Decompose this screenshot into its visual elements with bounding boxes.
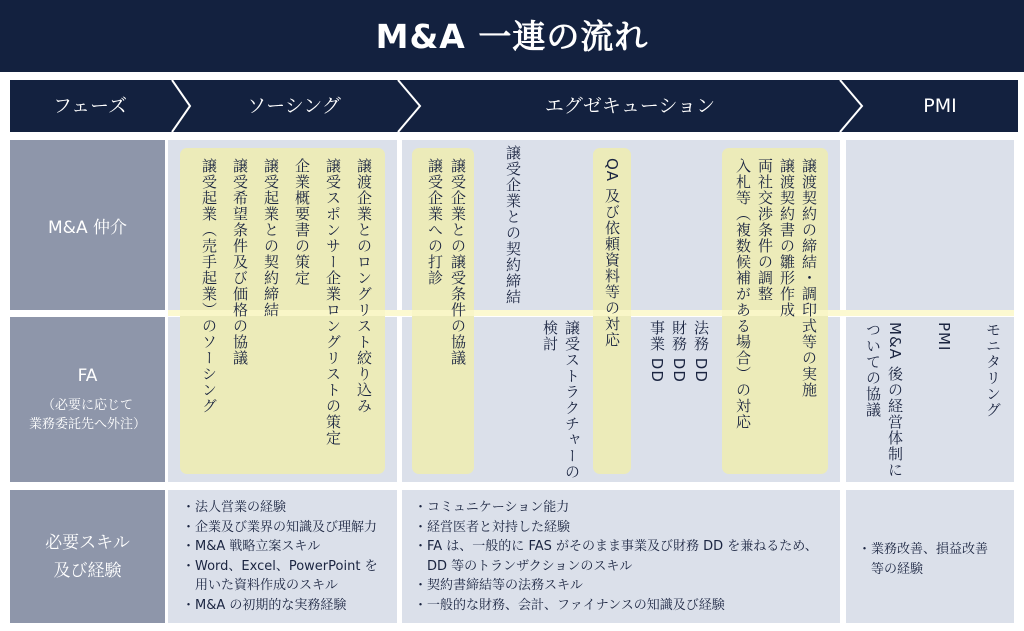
skills-list-pmi xyxy=(858,540,1010,579)
skill-item: ・法人営業の経験 xyxy=(182,500,287,515)
row-header-fa xyxy=(10,317,165,482)
sourcing-item: 譲受起業（売手起業）のソーシング xyxy=(200,158,218,414)
sourcing-item: 企業概要書の策定 xyxy=(293,158,311,286)
row-header-skills xyxy=(10,490,165,623)
execution-item: 譲受企業との譲受条件の協議 xyxy=(449,158,467,366)
phase-pmi: PMI xyxy=(923,95,957,117)
execution-item: 両社交渉条件の調整 xyxy=(756,158,774,302)
row-header-ma-broker xyxy=(10,140,165,310)
skill-item: ・M&A の初期的な実務経験 xyxy=(182,597,347,613)
execution-item: 法務 DD xyxy=(692,320,710,383)
sourcing-item: 譲受希望条件及び価格の協議 xyxy=(231,158,249,366)
execution-item: 事業 DD xyxy=(648,320,666,383)
cell-pmi-broker xyxy=(846,140,1014,310)
phase-execution: エグゼキューション xyxy=(544,95,716,117)
page-title: M&A 一連の流れ xyxy=(0,0,1024,72)
phase-header-label: フェーズ xyxy=(52,95,128,117)
execution-item: 譲渡契約の締結・調印式等の実施 xyxy=(800,158,818,398)
skills-list-execution xyxy=(414,498,838,615)
skill-item: ・経営医者と対持した経験 xyxy=(414,519,571,535)
skill-item: ・企業及び業界の知識及び理解力 xyxy=(182,519,378,535)
skill-item: ・契約書締結等の法務スキル xyxy=(414,578,583,593)
execution-item: 譲受企業への打診 xyxy=(426,158,444,286)
execution-item: QA 及び依頼資料等の対応 xyxy=(603,158,621,348)
sourcing-item: 譲受スポンサー企業ロングリストの策定 xyxy=(324,158,342,446)
pmi-item: モニタリング xyxy=(984,322,1002,418)
skills-list-sourcing xyxy=(182,498,392,615)
pmi-item: M&A 後の経営体制に xyxy=(886,322,904,478)
execution-item: 入札等（複数候補がある場合）の対応 xyxy=(734,158,752,430)
execution-item: 譲受企業との契約締結 xyxy=(504,145,522,305)
sourcing-item: 譲渡企業とのロングリスト絞り込み xyxy=(355,158,373,414)
skill-item: ・業務改善、損益改善 xyxy=(858,542,989,557)
skill-item: ・FA は、一般的に FAS がそのまま事業及び財務 DD を兼ねるため、 xyxy=(414,539,818,554)
skill-item: DD 等のトランザクションのスキル xyxy=(414,558,633,574)
skill-item: ・M&A 戦略立案スキル xyxy=(182,539,321,554)
execution-item: 譲受ストラクチャーの xyxy=(563,320,581,480)
row-note: （必要に応じて xyxy=(41,397,133,413)
row-note: 業務委託先へ外注） xyxy=(28,416,146,432)
phase-sourcing: ソーシング xyxy=(247,95,341,117)
execution-item: 譲渡契約書の雛形作成 xyxy=(778,158,796,318)
execution-item: 財務 DD xyxy=(670,320,688,383)
highlight-band xyxy=(168,310,1014,316)
row-label: 必要スキル xyxy=(45,532,130,553)
skill-item: ・一般的な財務、会計、ファイナンスの知識及び経験 xyxy=(414,597,725,613)
skill-item: 用いた資料作成のスキル xyxy=(182,578,338,593)
skill-item: 等の経験 xyxy=(858,561,924,577)
pmi-item: ついての協議 xyxy=(864,322,882,418)
row-label: FA xyxy=(77,365,98,386)
pmi-item: PMI xyxy=(935,322,953,352)
row-label: M&A 仲介 xyxy=(48,217,127,238)
execution-item: 検討 xyxy=(541,320,559,352)
skill-item: ・Word、Excel、PowerPoint を xyxy=(182,558,378,574)
sourcing-item: 譲受起業との契約締結 xyxy=(262,158,280,318)
skill-item: ・コミュニケーション能力 xyxy=(414,500,570,515)
row-label: 及び経験 xyxy=(53,560,122,581)
